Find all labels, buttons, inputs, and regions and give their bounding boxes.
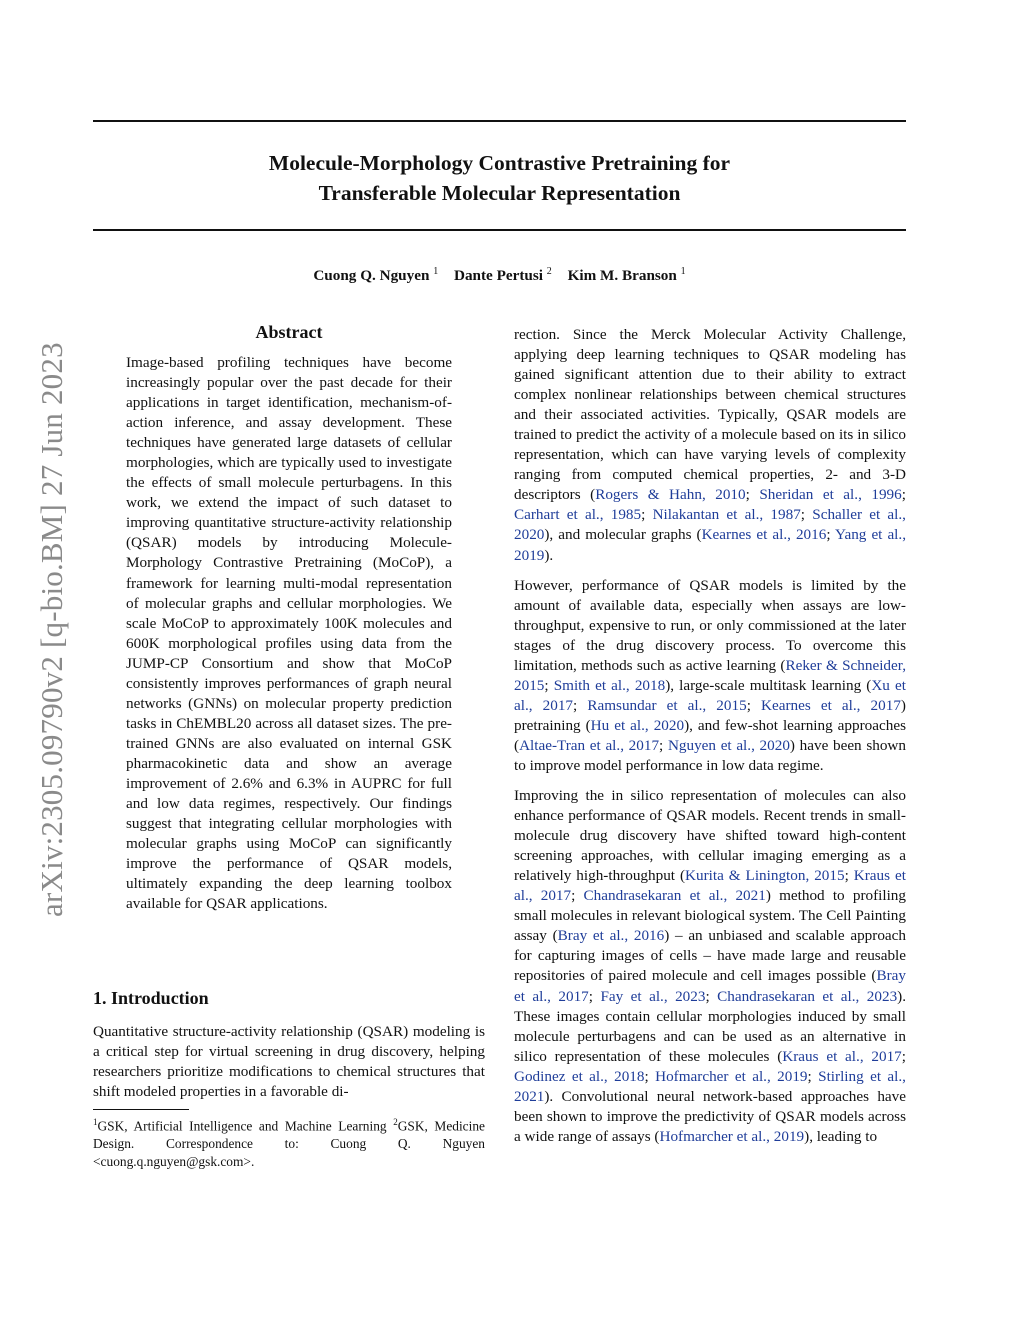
citation-link[interactable]: Hofmarcher et al., 2019 (659, 1127, 805, 1145)
citation-link[interactable]: Rogers & Hahn, 2010 (595, 486, 746, 504)
citation-link[interactable]: Schaller et al., 2020 (514, 506, 906, 544)
title-line-1: Molecule-Morphology Contrastive Pretraining for (268, 151, 731, 175)
intro-text: Quantitative structure-activity relationship (QSAR) modeling is a critical step for virtual screening in drug discovery, helping researchers prioritize modifications to chemical structures that shift modeled properties in a favorable di- (93, 1023, 485, 1100)
author: Kim M. Branson $^1$ (567, 266, 686, 285)
citation-link[interactable]: Chandrasekaran et al., 2023 (717, 987, 898, 1005)
affiliation-footnote: $^1$GSK, Artificial Intelligence and Machine Learning $^2$GSK, Medicine Design. Correspondence to: Cuong Q. Nguyen <cuong.q.nguyen@gsk.com>. (93, 1117, 485, 1170)
citation-link[interactable]: Nilakantan et al., 1987 (652, 506, 801, 524)
citation-link[interactable]: Stirling et al., 2021 (514, 1067, 906, 1105)
arxiv-stamp: arXiv:2305.09790v2 [q-bio.BM] 27 Jun 2023 (34, 342, 69, 917)
body-paragraph: rection. Since the Merck Molecular Activity Challenge, applying deep learning techniques to QSAR modeling has gained significant attention due to their ability to extract complex nonlinear relationships between chemical structures and their associated activities. Typically, QSAR models are trained to predict the activity of a molecule based on its in silico representation, which can have varying levels of complexity ranging from computed chemical properties, 2- and 3-D descriptors (Rogers & Hahn, 2010; Sheridan et al., 1996; Carhart et al., 1985; Nilakantan et al., 1987; Schaller et al., 2020), and molecular graphs (Kearnes et al., 2016; Yang et al., 2019). (514, 326, 906, 564)
citation-link[interactable]: Carhart et al., 1985 (514, 506, 642, 524)
citation-link[interactable]: Altae-Tran et al., 2017 (519, 736, 660, 754)
title-line-2: Transferable Molecular Representation (318, 181, 681, 205)
citation-link[interactable]: Hofmarcher et al., 2019 (655, 1067, 808, 1085)
abstract-text: Image-based profiling techniques have become increasingly popular over the past decade for their applications in target identification, mechanism-of-action inference, and assay development. These techniques have generated large datasets of cellular morphologies, which are typically used to investigate the effects of small molecule perturbagens. In this work, we extend the impact of such dataset to improving quantitative structure-activity relationship (QSAR) models by introducing Molecule-Morphology Contrastive Pretraining (MoCoP), a framework for learning multi-modal representation of molecular graphs and cellular morphologies. We scale MoCoP to approximately 100K molecules and 600K morphological profiles using data from the JUMP-CP Consortium and show that MoCoP consistently improves performances of graph neural networks (GNNs) on molecular property prediction tasks in ChEMBL20 across all dataset sizes. The pre-trained GNNs are also evaluated on internal GSK pharmacokinetic data and show an average improvement of 2.6% and 6.3% in AUPRC for full and low data regimes, respectively. Our findings suggest that integrating cellular morphologies with molecular graphs using MoCoP can significantly improve the performance of QSAR models, ultimately expanding the deep learning toolbox available for QSAR applications. (126, 354, 452, 913)
citation-link[interactable]: Yang et al., 2019 (514, 526, 906, 564)
citation-link[interactable]: Bray et al., 2016 (557, 927, 665, 945)
citation-link[interactable]: Kurita & Linington, 2015 (685, 867, 845, 885)
citation-link[interactable]: Sheridan et al., 1996 (759, 486, 902, 504)
citation-link[interactable]: Hu et al., 2020 (590, 716, 685, 734)
citation-link[interactable]: Kraus et al., 2017 (782, 1047, 902, 1065)
body-paragraph: However, performance of QSAR models is limited by the amount of available data, especially when assays are low-throughput, expensive to run, or only commissioned at the later stages of the drug discovery process. To overcome this limitation, methods such as active learning (Reker & Schneider, 2015; Smith et al., 2018), large-scale multitask learning (Xu et al., 2017; Ramsundar et al., 2015; Kearnes et al., 2017) pretraining (Hu et al., 2020), and few-shot learning approaches (Altae-Tran et al., 2017; Nguyen et al., 2020) have been shown to improve model performance in low data regime. (514, 576, 906, 774)
citation-link[interactable]: Smith et al., 2018 (553, 676, 666, 694)
title-bottom-rule (93, 229, 906, 231)
author: Dante Pertusi $^2$ (453, 266, 552, 285)
author-list (93, 266, 906, 285)
citation-link[interactable]: Kraus et al., 2017 (514, 867, 906, 905)
top-rule (93, 120, 906, 122)
abstract-heading: Abstract (255, 322, 323, 342)
intro-heading: 1. Introduction (93, 988, 209, 1008)
author: Cuong Q. Nguyen $^1$ (313, 266, 439, 285)
body-paragraph: Improving the in silico representation of molecules can also enhance performance of QSAR models. Recent trends in small-molecule drug discovery have shifted toward high-content screening approaches, with cellular imaging emerging as a relatively high-throughput (Kurita & Linington, 2015; Kraus et al., 2017; Chandrasekaran et al., 2021) method to profiling small molecules in relevant biological system. The Cell Painting assay (Bray et al., 2016) – an unbiased and scalable approach for capturing images of cells – have made large and reusable repositories of paired molecule and cell images possible (Bray et al., 2017; Fay et al., 2023; Chandrasekaran et al., 2023). These images contain cellular morphologies induced by small molecule perturbagens and can be used as an alternative in silico representation of these molecules (Kraus et al., 2017; Godinez et al., 2018; Hofmarcher et al., 2019; Stirling et al., 2021). Convolutional neural network-based approaches have been shown to improve the predictivity of QSAR models across a wide range of assays (Hofmarcher et al., 2019), leading to (514, 787, 907, 1145)
citation-link[interactable]: Fay et al., 2023 (600, 987, 706, 1005)
citation-link[interactable]: Bray et al., 2017 (514, 967, 906, 1005)
citation-link[interactable]: Xu et al., 2017 (514, 676, 906, 714)
citation-link[interactable]: Nguyen et al., 2020 (667, 736, 790, 754)
citation-link[interactable]: Kearnes et al., 2017 (761, 696, 901, 714)
citation-link[interactable]: Ramsundar et al., 2015 (587, 696, 747, 714)
citation-link[interactable]: Kearnes et al., 2016 (701, 526, 827, 544)
citation-link[interactable]: Godinez et al., 2018 (514, 1067, 645, 1085)
footnote-rule (93, 1109, 189, 1110)
citation-link[interactable]: Reker & Schneider, 2015 (514, 656, 906, 694)
paper-title (93, 148, 906, 208)
right-column (514, 325, 906, 1157)
citation-link[interactable]: Chandrasekaran et al., 2021 (583, 887, 766, 905)
